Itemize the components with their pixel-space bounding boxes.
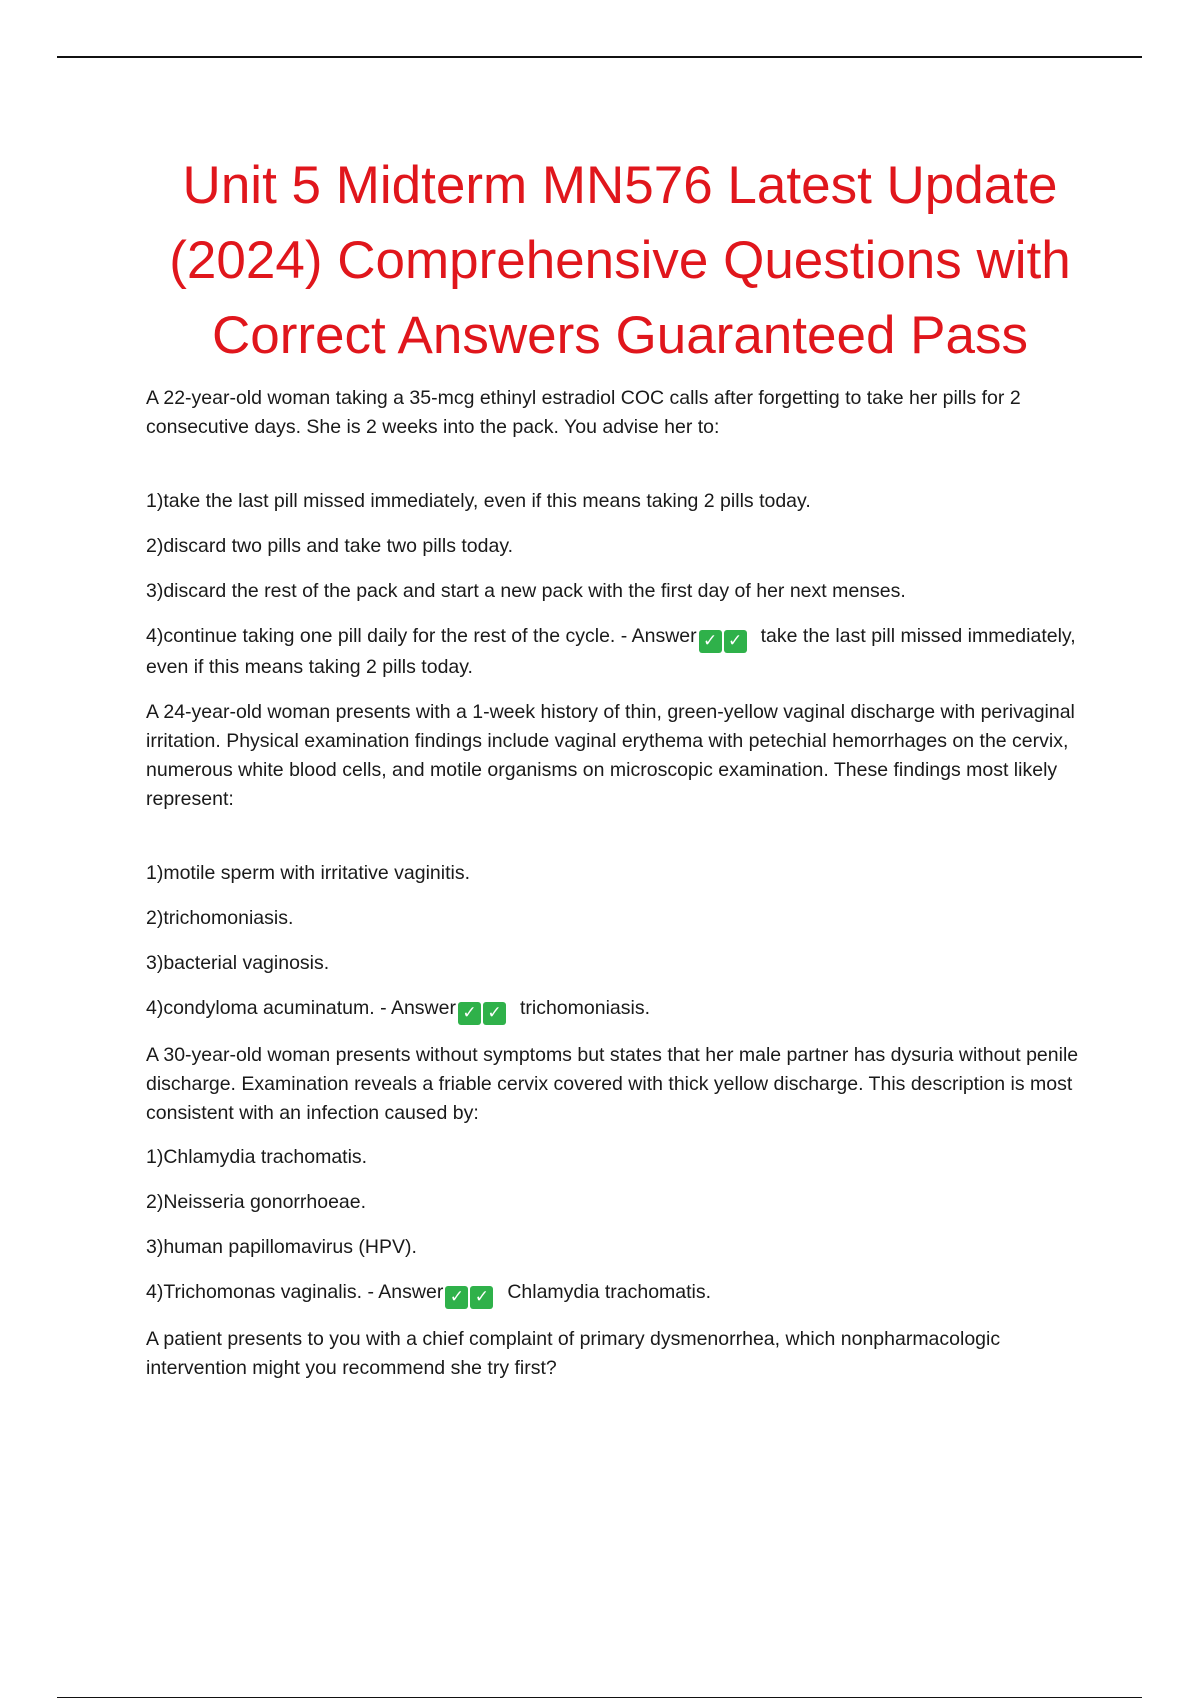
answer-option: 2)discard two pills and take two pills today. — [146, 535, 514, 557]
check-mark-icon: ✓ — [458, 1002, 481, 1025]
answer-option: 3)discard the rest of the pack and start a new pack with the first day of her next menses. — [146, 580, 906, 602]
bottom-rule — [57, 1697, 1142, 1698]
question-stem: A 30-year-old woman presents without symptoms but states that her male partner has dysuria without penile discharge. Examination reveals a friable cervix covered with thick yellow discharge. This description is most consistent with an infection caused by: — [146, 1044, 1079, 1124]
check-mark-icon: ✓ — [470, 1286, 493, 1309]
answer-option: 4)condyloma acuminatum. - Answer — [146, 997, 456, 1019]
check-mark-icon: ✓ — [724, 630, 747, 653]
question-stem: A patient presents to you with a chief complaint of primary dysmenorrhea, which nonpharmacologic intervention might you recommend she try first? — [146, 1328, 1001, 1379]
answer-option: 3)bacterial vaginosis. — [146, 952, 330, 974]
answer-option: 1)Chlamydia trachomatis. — [146, 1146, 368, 1168]
answer-option: 4)Trichomonas vaginalis. - Answer — [146, 1281, 444, 1303]
check-mark-icon: ✓ — [445, 1286, 468, 1309]
answer-option: 3)human papillomavirus (HPV). — [146, 1236, 417, 1258]
answer-option: 1)take the last pill missed immediately, even if this means taking 2 pills today. — [146, 490, 811, 512]
answer-option: 2)Neisseria gonorrhoeae. — [146, 1191, 367, 1213]
correct-answer: take the last pill missed immediately, even if this means taking 2 pills today. — [146, 625, 1076, 678]
top-rule — [57, 56, 1142, 58]
answer-line — [146, 994, 1086, 1025]
answer-line — [146, 622, 1086, 682]
check-mark-icon: ✓ — [699, 630, 722, 653]
answer-option: 1)motile sperm with irritative vaginitis. — [146, 862, 471, 884]
document-title: Unit 5 Midterm MN576 Latest Update (2024) Comprehensive Questions with Correct Answers Guaranteed Pass — [169, 156, 1071, 365]
document-body — [146, 384, 1086, 1428]
correct-answer: trichomoniasis. — [519, 997, 651, 1019]
question-stem: A 24-year-old woman presents with a 1-week history of thin, green-yellow vaginal discharge with perivaginal irritation. Physical examination findings include vaginal erythema with petechial hemorrhages on the cervix, numerous white blood cells, and motile organisms on microscopic examination. These findings most likely represent: — [146, 701, 1075, 810]
correct-answer: Chlamydia trachomatis. — [507, 1281, 712, 1303]
answer-option: 4)continue taking one pill daily for the rest of the cycle. - Answer — [146, 625, 697, 647]
answer-option: 2)trichomoniasis. — [146, 907, 294, 929]
question-stem: A 22-year-old woman taking a 35-mcg ethinyl estradiol COC calls after forgetting to take her pills for 2 consecutive days. She is 2 weeks into the pack. You advise her to: — [146, 387, 1021, 438]
answer-line — [146, 1278, 1086, 1309]
check-mark-icon: ✓ — [483, 1002, 506, 1025]
